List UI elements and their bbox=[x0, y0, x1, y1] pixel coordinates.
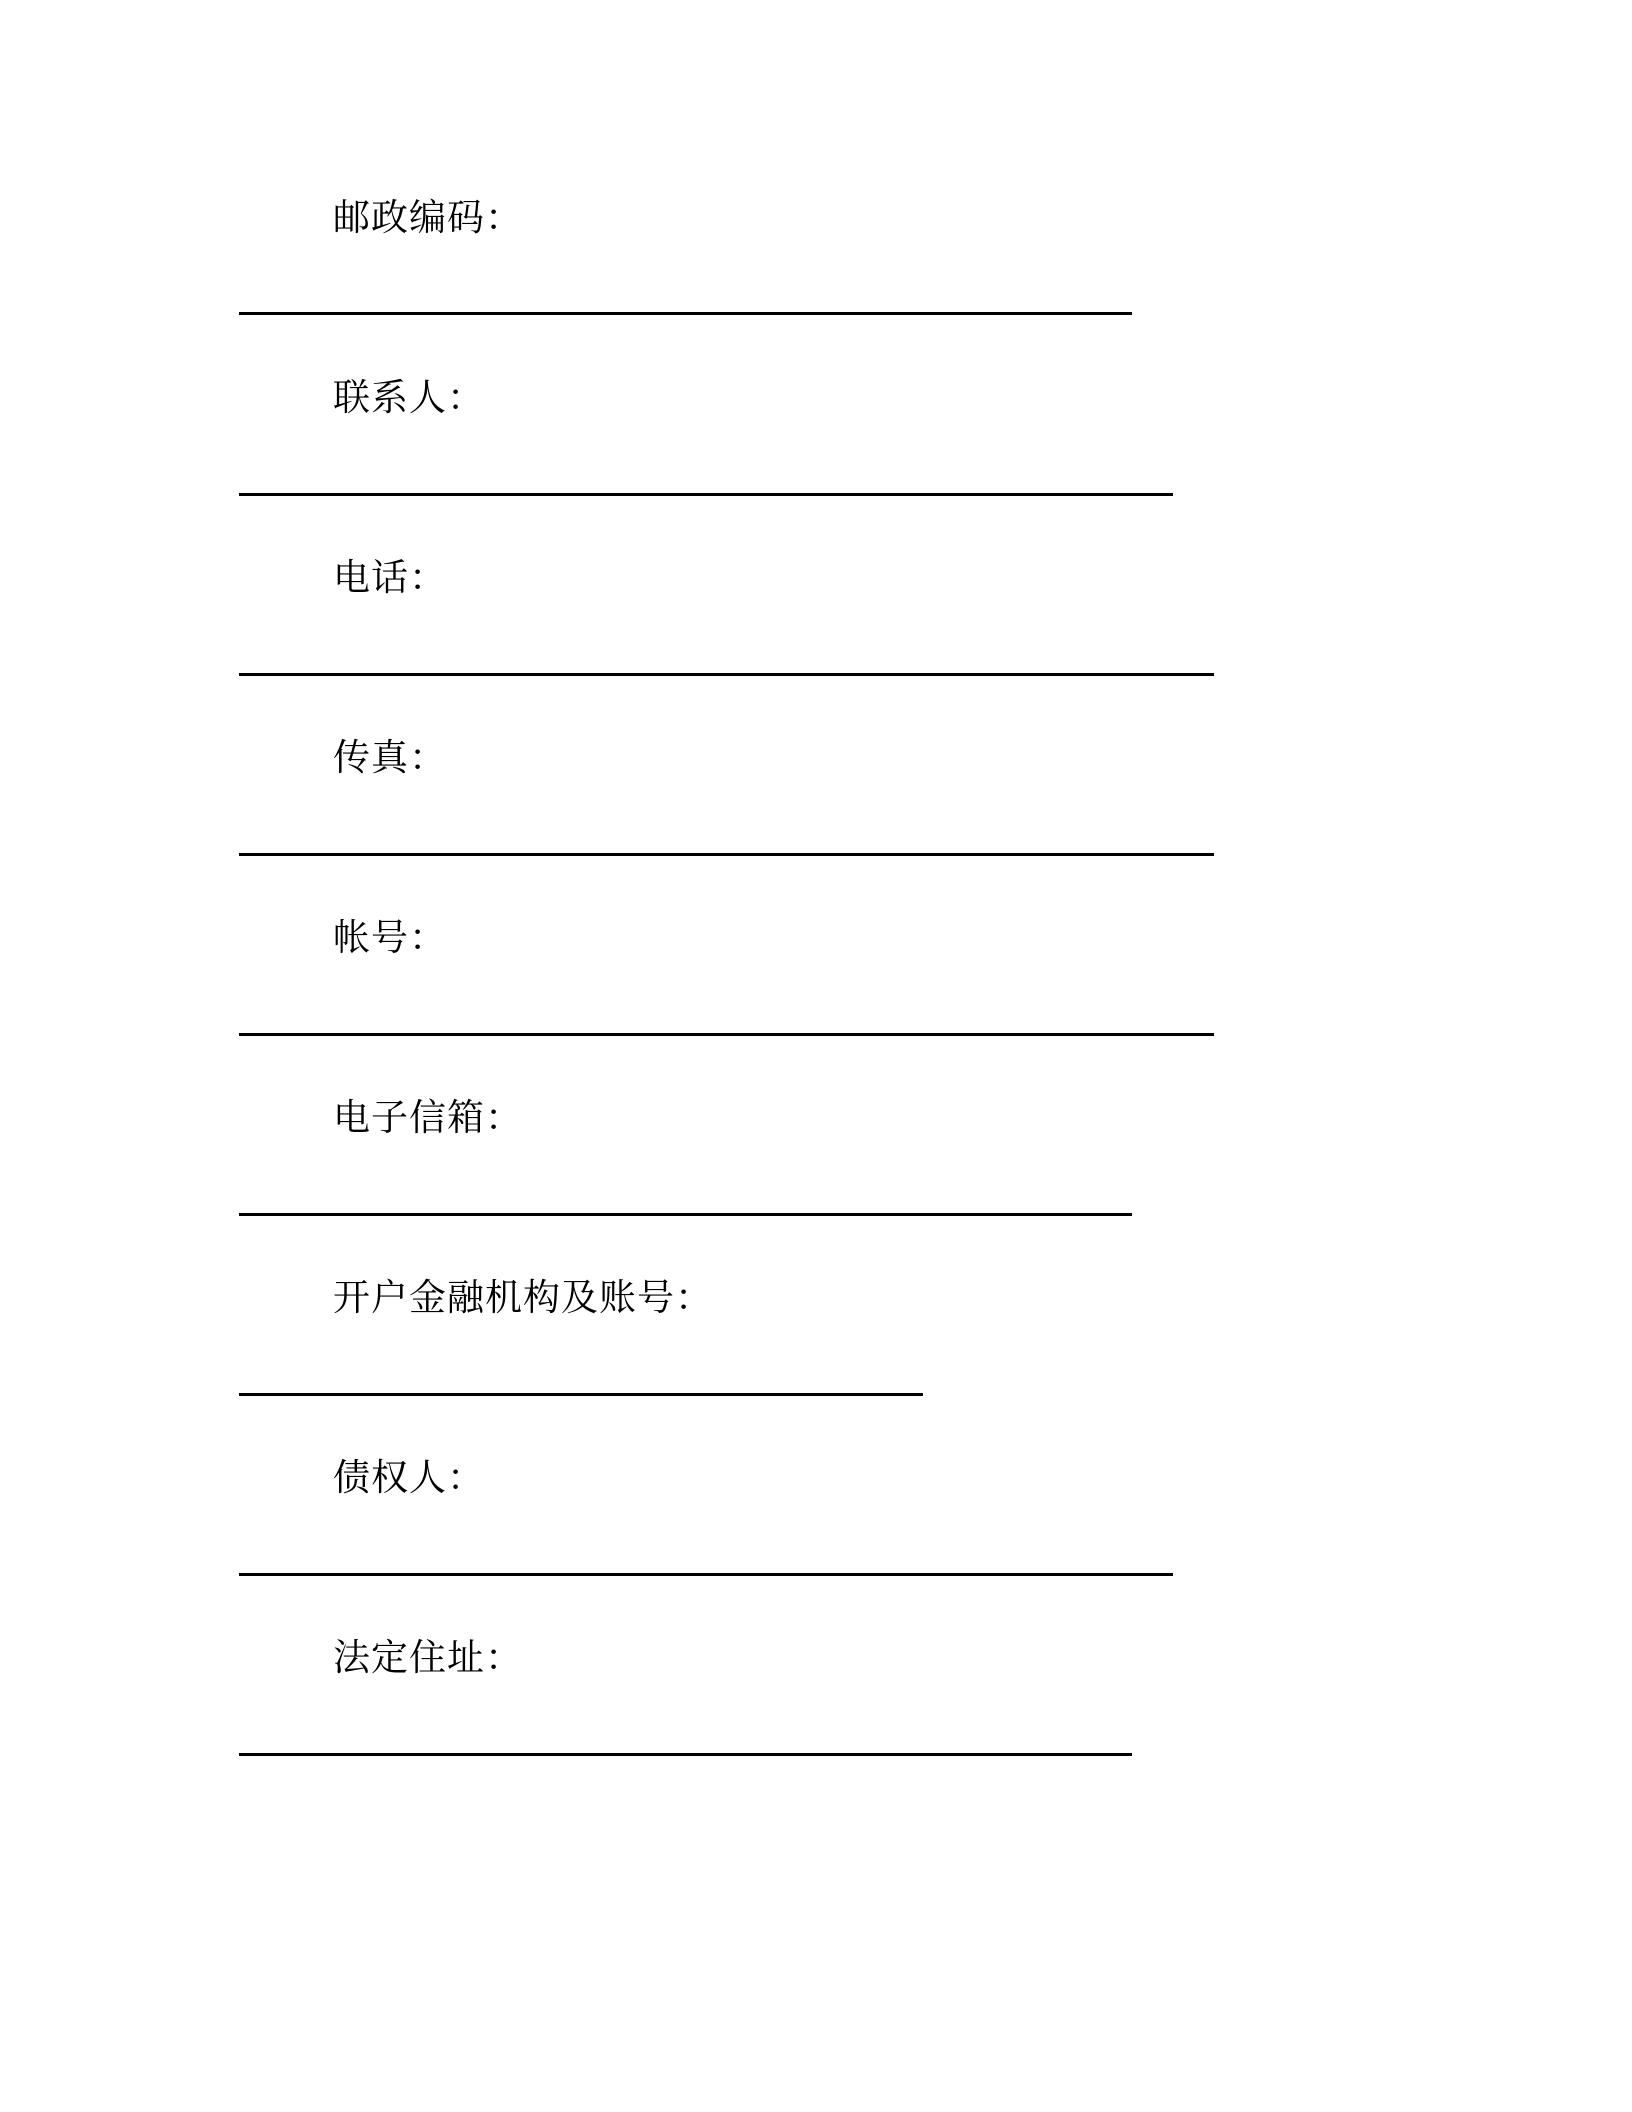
field-label-creditor: 债权人： bbox=[333, 1456, 485, 1499]
field-label-fax: 传真： bbox=[333, 736, 447, 779]
blank-line-phone bbox=[239, 673, 1214, 676]
field-label-postal-code: 邮政编码： bbox=[333, 196, 523, 239]
field-label-bank-and-account: 开户金融机构及账号： bbox=[333, 1276, 713, 1319]
blank-line-email bbox=[239, 1213, 1132, 1216]
field-label-account: 帐号： bbox=[333, 916, 447, 959]
field-label-contact-person: 联系人： bbox=[333, 376, 485, 419]
blank-line-contact-person bbox=[239, 493, 1173, 496]
blank-line-legal-address bbox=[239, 1753, 1132, 1756]
field-label-email: 电子信箱： bbox=[333, 1096, 523, 1139]
blank-line-account bbox=[239, 1033, 1214, 1036]
blank-line-postal-code bbox=[239, 312, 1132, 315]
blank-line-creditor bbox=[239, 1573, 1173, 1576]
blank-line-bank-and-account bbox=[239, 1393, 923, 1396]
field-label-phone: 电话： bbox=[333, 556, 447, 599]
blank-line-fax bbox=[239, 853, 1214, 856]
field-label-legal-address: 法定住址： bbox=[333, 1636, 523, 1679]
